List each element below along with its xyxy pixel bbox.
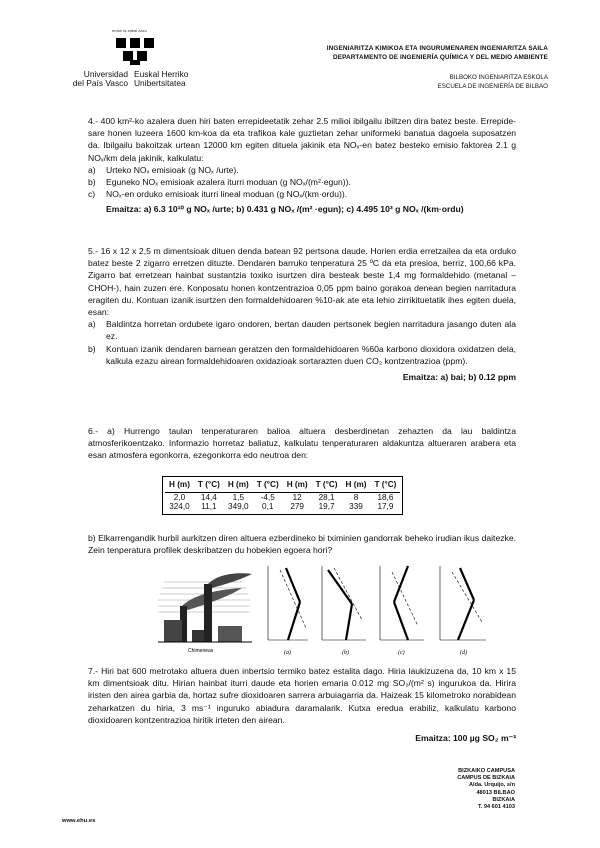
school-header-es: ESCUELA DE INGENIERÍA DE BILBAO	[437, 83, 548, 90]
logo-uni-eu	[134, 70, 188, 88]
table-header-cell: H (m)	[224, 478, 253, 492]
logo-uni-eu-line1: Euskal Herriko	[134, 69, 189, 79]
table-cell: 17,9	[377, 502, 394, 511]
factory-building	[164, 620, 182, 642]
table-cell: 19,7	[318, 502, 335, 511]
q4-answer: Emaitza: a) 6.3 10¹⁰ g NOₓ /urte; b) 0.431 g NOₓ /(m² ·egun); c) 4.495 10³ g NOₓ /(km·ordu)	[106, 204, 464, 215]
q7-answer: Emaitza: 100 µg SO₂ m⁻³	[415, 733, 516, 744]
profile-d	[440, 566, 486, 640]
logo-uni-eu-line2: Unibertsitatea	[134, 78, 186, 88]
q4-item-c-label: c)	[88, 189, 96, 200]
table-cell: 339	[349, 502, 363, 511]
table-header-cell: T (°C)	[194, 478, 224, 492]
footer-web-link[interactable]: www.ehu.es	[62, 818, 96, 824]
table-cell: 8	[353, 492, 359, 502]
q5-item-b	[88, 343, 516, 367]
logo-uni-es-line1: Universidad	[83, 69, 128, 79]
logo-emblem-icon	[114, 36, 156, 66]
q5-item-a	[88, 318, 516, 342]
q7-intro: 7.- Hiri bat 600 metrotako altuera duen inbertsio termiko batez estalita dago. Hiria laukizuzena da, 10 km x 15 km dimentsioak ditu. Hirian hainbat iturri daude eta horien emaria 0.012 mg SO₂/(m² s) ingurukoa da. Hirira iristen den airea garbia da, hortaz sufre dioxidoaren sarrera arbuiagarria da. Haizeak 15 kilometroko norabidean zeharkatzen du hiria, 3 ms⁻¹ inguruko abiadura daramalarik. Kutxa eredua erabiliz, kalkulatu karbono dioxidoaren kontzentrazioa hiritik irteten den airean.	[88, 666, 516, 725]
q4-item-a-label: a)	[88, 164, 96, 175]
table-header-cell: T (°C)	[312, 478, 342, 492]
profile-label-a: (a)	[284, 650, 291, 656]
q5-item-b-label: b)	[88, 343, 96, 354]
q4-item-c-text: NOₓ-en orduko emisioak iturri lineal moduan (g NOₓ/(km·ordu)).	[106, 189, 348, 200]
table-cell: 11,1	[201, 502, 217, 511]
q5-item-b-text: Kontuan izanik dendaren barnean geratzen den formaldehidoaren %60a karbono dioxidora oxidatzen dela, kalkula ezazu airean formaldehidoaren oxidazioak sortarazten duen CO₂ kontzentrazioa (ppm).	[106, 343, 516, 366]
figure-caption: Chimeneas	[188, 648, 214, 654]
logo-uni-es	[62, 70, 128, 88]
q4-item-b	[88, 176, 516, 188]
dept-header-es: DEPARTAMENTO DE INGENIERÍA QUÍMICA Y DEL MEDIO AMBIENTE	[333, 54, 548, 61]
profile-b	[322, 566, 366, 640]
table-cell: 2,0	[173, 492, 186, 502]
profile-label-c: (c)	[398, 650, 405, 656]
school-header-eu: BILBOKO INGENIARITZA ESKOLA	[449, 74, 548, 81]
temperature-table	[162, 476, 403, 515]
footer-address	[457, 768, 515, 811]
table-cell: 1,5	[232, 492, 244, 502]
profile-c	[380, 566, 424, 640]
table-header-cell: H (m)	[342, 478, 371, 492]
footer-addr1: Alda. Urquijo, s/n	[469, 782, 515, 789]
table-cell: 18,6	[377, 492, 394, 502]
profile-label-d: (d)	[460, 650, 467, 656]
q6-intro: 6.- a) Hurrengo taulan tenperaturaren balioa altuera desberdinetan zehazten da lau baldintza atmosferikoentzako. Informazio horretaz baliatuz, kalkulatu tenperaturaren aldakuntza altueraren arabera eta esan atmosfera egonkorra, ezegonkorra edo neutroa den:	[88, 426, 516, 461]
table-cell: 349,0	[228, 502, 249, 511]
table-cell: 28,1	[318, 492, 335, 502]
profile-a	[268, 566, 308, 640]
tall-chimney	[204, 584, 212, 642]
footer-addr2: 48013 BILBAO	[476, 789, 515, 796]
table-row	[165, 492, 400, 502]
dept-header-eu: INGENIARITZA KIMIKOA ETA INGURUMENAREN INGENIARITZA SAILA	[326, 45, 548, 52]
table-cell: 14,4	[200, 492, 217, 502]
q5-item-a-label: a)	[88, 319, 96, 330]
table-cell: -4,5	[260, 492, 275, 502]
table-header-cell: T (°C)	[370, 478, 400, 492]
footer-phone: T. 94 601 4103	[477, 804, 515, 811]
table-cell: 0,1	[262, 502, 274, 511]
table-row	[165, 502, 400, 512]
q5-answer: Emaitza: a) bai; b) 0.12 ppm	[402, 372, 516, 383]
q4-item-b-text: Eguneko NOₓ emisioak azalera iturri moduan (g NOₓ/(m²·egun)).	[106, 177, 351, 188]
factory-building	[218, 626, 242, 642]
factory-building	[192, 630, 204, 642]
profile-label-b: (b)	[342, 650, 349, 656]
footer-campus-es: CAMPUS DE BIZKAIA	[457, 775, 515, 782]
q5-item-a-text: Baldintza horretan ordubete igaro ondoren, bertan dauden pertsonek begien narritadura jasango duten ala ez.	[106, 319, 516, 342]
question-6	[88, 425, 516, 462]
table-header-cell: T (°C)	[253, 478, 283, 492]
q4-intro: 4.- 400 km²-ko azalera duen hiri baten errepideetatik zehar 2.5 milioi ibilgailu ibiltzen dira batez beste. Errepide-sare honen luzeera 1600 km-koa da eta trafikoa kale guztietan zehar uniformeki banatua dagoela suposatzen da. Ibilgailu bakoitzak urtean 12000 km egiten dituela jakinik eta NOₓ-en batez besteko emisio faktorea 2.1 g NOₓ/km dela jakinik, kalkulatu:	[88, 116, 516, 163]
logo-tagline: eman ta zabal zazu	[112, 28, 147, 33]
table-cell: 279	[290, 502, 304, 511]
footer-addr3: BIZKAIA	[492, 796, 515, 803]
q5-intro: 5.- 16 x 12 x 2,5 m dimentsioak dituen denda batean 92 pertsona daude. Horien erdia erretzailea da eta orduko batez beste 2 zigarro erretzen dituzte. Dendaren barruko tenperatura 25 ºC da eta presioa, berriz, 100,66 kPa. Zigarro bat erretzean hainbat sustantzia toxiko isurtzen dira besteak beste 1,4 mg formaldehido (metanal –CHOH-), hain zuzen ere. Konposatu honen kontzentrazioa 0,05 ppm baino gorakoa denean begien narritadura eragiten du. Kontuan izanik isurtzen den formaldehidoaren %10-ak ate eta lehio zirrikituetatik ihes egiten duela, esan:	[88, 246, 516, 318]
q6-part-b: b) Elkarrengandik hurbil aurkitzen diren altuera ezberdineko bi tximinien gandorrak beheko irudian ikus daitezke. Zein tenperatura profilek deskribatzen du hobekien egoera hori?	[88, 533, 516, 556]
question-4	[88, 115, 516, 216]
table-cell: 12	[292, 492, 302, 502]
q4-item-b-label: b)	[88, 177, 96, 188]
table-header-cell: H (m)	[283, 478, 312, 492]
question-7	[88, 665, 516, 744]
chimney-plumes-figure	[156, 560, 532, 660]
university-logo	[62, 28, 202, 103]
question-5	[88, 245, 516, 383]
q4-item-a-text: Urteko NOₓ emisioak (g NOₓ /urte).	[106, 164, 239, 175]
q4-item-a	[88, 164, 516, 176]
upper-plume	[208, 573, 252, 588]
q4-item-c	[88, 188, 516, 200]
table-cell: 324,0	[169, 502, 190, 511]
logo-uni-es-line2: del País Vasco	[72, 78, 128, 88]
table-header-cell: H (m)	[165, 478, 194, 492]
table-header-row	[165, 478, 400, 492]
footer-campus-eu: BIZKAIKO CAMPUSA	[458, 768, 515, 774]
